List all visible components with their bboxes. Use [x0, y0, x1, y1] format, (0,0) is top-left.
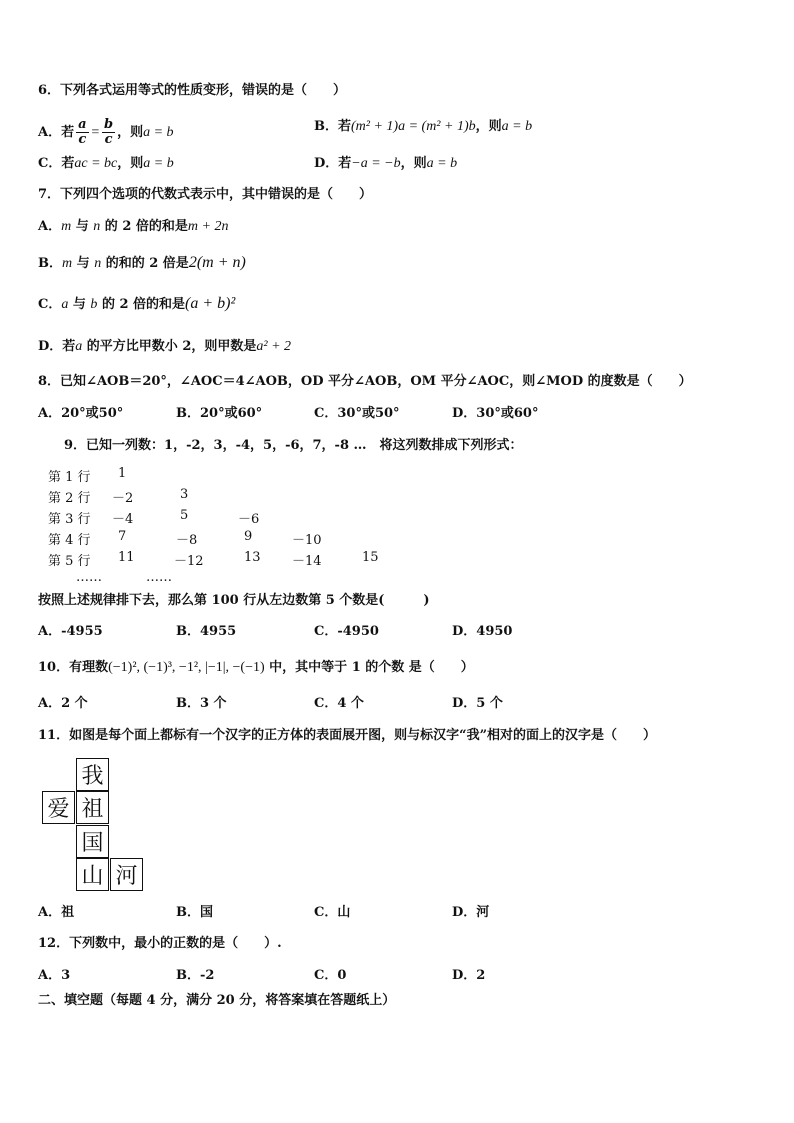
row-label: 第 2 行	[48, 491, 91, 506]
q8-option-a: A．20°或50°	[38, 406, 124, 421]
q7-b-text1: 与	[72, 256, 95, 271]
net-face-guo: 国	[76, 825, 109, 858]
q7-stem: 7．下列四个选项的代数式表示中，其中错误的是（ ）	[38, 187, 373, 202]
row-cell: 9	[244, 529, 253, 544]
q6-c-label: C．若	[38, 156, 75, 171]
row-label: 第 4 行	[48, 533, 91, 548]
q8-stem: 8．已知∠AOB＝20°，∠AOC＝4∠AOB，OD 平分∠AOB，OM 平分∠AOC，则∠MOD 的度数是（ ）	[38, 374, 692, 389]
q7-b-expr: 2(m + n)	[188, 254, 246, 271]
q7-a-n: n	[93, 219, 101, 234]
q11-option-d: D．河	[452, 905, 490, 920]
q6-a-frac1-num: a	[78, 117, 87, 132]
q7-c-expr: (a + b)²	[185, 295, 236, 312]
q6-option-a	[38, 118, 174, 147]
q7-d-text: 的平方比甲数小 2，则甲数是	[82, 339, 257, 354]
ellipsis: ……	[76, 570, 102, 585]
q6-b-result: a = b	[501, 119, 533, 134]
q6-c-suffix: ，则	[117, 156, 144, 171]
net-face-ai: 爱	[42, 791, 75, 824]
cube-net-figure	[42, 758, 146, 892]
q6-c-expr: ac = bc	[74, 156, 118, 171]
q7-d-label: D．若	[38, 339, 76, 354]
q7-a-text1: 与	[71, 219, 94, 234]
q8-option-d: D．30°或60°	[452, 406, 539, 421]
q6-stem: 6．下列各式运用等式的性质变形，错误的是（ ）	[38, 83, 347, 98]
q10-stem-expr: (−1)², (−1)³, −1², |−1|, −(−1)	[108, 660, 265, 675]
q6-a-frac1-den: c	[78, 132, 87, 147]
q6-a-suffix: ，则	[117, 125, 144, 140]
row-label: 第 3 行	[48, 512, 91, 527]
q6-a-frac2	[102, 118, 115, 147]
q7-d-expr: a² + 2	[256, 339, 292, 354]
q6-option-c	[38, 155, 174, 173]
row-cell: －14	[292, 554, 322, 569]
row-cell: －12	[174, 554, 204, 569]
row-cell: 15	[362, 550, 379, 565]
q7-option-a	[38, 218, 228, 236]
q7-c-b: b	[90, 297, 98, 312]
q6-b-label: B．若	[314, 119, 351, 134]
section-2-heading: 二、填空题（每题 4 分，满分 20 分，将答案填在答题纸上）	[38, 993, 396, 1008]
row-cell: －10	[292, 533, 322, 548]
q6-a-eq: =	[90, 125, 100, 140]
q9-stem: 9．已知一列数：1，-2，3，-4，5，-6，7，-8 … 将这列数排成下列形式：	[64, 438, 523, 453]
q9-option-a: A．-4955	[38, 624, 103, 639]
q7-b-label: B．	[38, 256, 62, 271]
q7-a-m: m	[61, 219, 72, 234]
q12-option-d: D．2	[452, 968, 486, 983]
q6-b-expr: (m² + 1)a = (m² + 1)b	[351, 119, 476, 134]
row-cell: 11	[118, 550, 135, 565]
q12-stem: 12．下列数中，最小的正数的是（ ）.	[38, 936, 282, 951]
q6-a-frac2-num: b	[103, 117, 114, 132]
q7-c-a: a	[61, 297, 69, 312]
q7-a-label: A．	[38, 219, 62, 234]
q12-option-b: B．-2	[176, 968, 215, 983]
net-face-he: 河	[110, 858, 143, 891]
q7-option-b	[38, 254, 246, 273]
q10-option-c: C．4 个	[314, 696, 364, 711]
q7-a-text2: 的 2 倍的和是	[100, 219, 188, 234]
q7-b-text2: 的和的 2 倍是	[101, 256, 189, 271]
row-cell: －8	[176, 533, 198, 548]
q10-stem	[38, 659, 474, 677]
q9-question: 按照上述规律排下去，那么第 100 行从左边数第 5 个数是( )	[38, 593, 430, 608]
row-cell: 3	[180, 487, 189, 502]
q6-c-result: a = b	[143, 156, 174, 171]
row-cell: －6	[238, 512, 260, 527]
q8-option-b: B．20°或60°	[176, 406, 263, 421]
q7-option-c	[38, 295, 235, 314]
q7-b-n: n	[94, 256, 102, 271]
ellipsis: ……	[146, 570, 172, 585]
q6-b-suffix: ，则	[475, 119, 502, 134]
row-cell: 7	[118, 529, 127, 544]
row-label: 第 5 行	[48, 554, 91, 569]
q7-c-label: C．	[38, 297, 62, 312]
q6-a-prefix: A．若	[38, 125, 75, 140]
q9-option-c: C．-4950	[314, 624, 379, 639]
q7-c-text2: 的 2 倍的和是	[97, 297, 186, 312]
q6-a-result: a = b	[143, 125, 174, 140]
row-cell: 5	[180, 508, 189, 523]
q6-a-frac2-den: c	[104, 132, 113, 147]
q6-d-suffix: ，则	[400, 156, 427, 171]
q6-d-label: D．若	[314, 156, 352, 171]
row-label: 第 1 行	[48, 470, 91, 485]
q9-option-d: D．4950	[452, 624, 513, 639]
q11-stem: 11．如图是每个面上都标有一个汉字的正方体的表面展开图，则与标汉字“我”相对的面上的汉字是（ ）	[38, 728, 657, 743]
q11-option-a: A．祖	[38, 905, 75, 920]
q6-d-result: a = b	[426, 156, 458, 171]
q12-option-a: A．3	[38, 968, 71, 983]
row-cell: 1	[118, 466, 127, 481]
row-cell: －4	[112, 512, 134, 527]
q6-option-b	[314, 118, 532, 136]
row-cell: 13	[244, 550, 261, 565]
net-face-wo: 我	[76, 758, 109, 791]
q6-a-frac1	[76, 118, 88, 147]
q10-stem-prefix: 10．有理数	[38, 660, 109, 675]
q9-option-b: B．4955	[176, 624, 237, 639]
q12-option-c: C．0	[314, 968, 347, 983]
q10-option-a: A．2 个	[38, 696, 88, 711]
q7-b-m: m	[62, 256, 73, 271]
q10-option-b: B．3 个	[176, 696, 227, 711]
q7-a-expr: m + 2n	[187, 219, 229, 234]
q11-option-b: B．国	[176, 905, 213, 920]
net-face-shan: 山	[76, 858, 109, 891]
q7-c-text1: 与	[68, 297, 91, 312]
q7-d-a: a	[75, 339, 83, 354]
q10-option-d: D．5 个	[452, 696, 503, 711]
q11-option-c: C．山	[314, 905, 351, 920]
row-cell: －2	[112, 491, 134, 506]
net-face-zu: 祖	[76, 791, 109, 824]
q6-option-d	[314, 155, 457, 173]
q10-stem-suffix: 中，其中等于 1 的个数 是（ ）	[264, 660, 474, 675]
q8-option-c: C．30°或50°	[314, 406, 400, 421]
q7-option-d	[38, 338, 291, 356]
q6-d-expr: −a = −b	[351, 156, 401, 171]
